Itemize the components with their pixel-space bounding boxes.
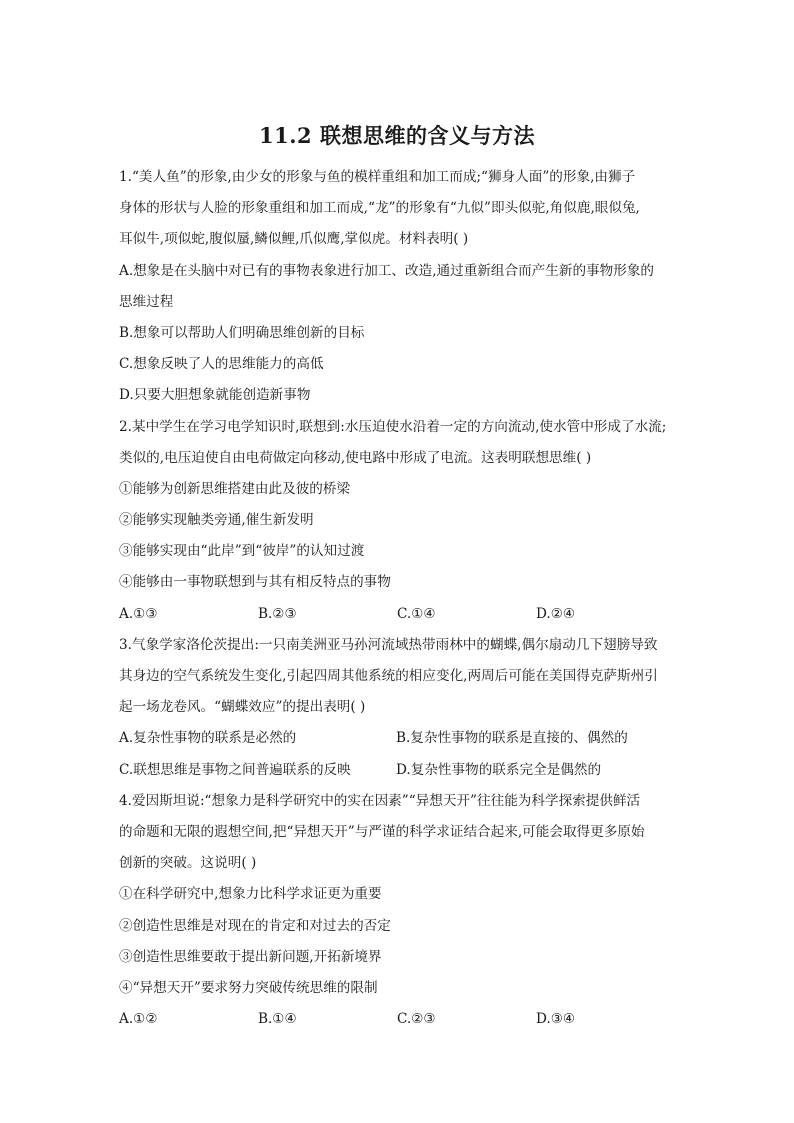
- statement-1: ①能够为创新思维搭建由此及彼的桥梁: [119, 480, 351, 497]
- page-title: 11.2 联想思维的含义与方法: [259, 123, 535, 148]
- option-b: B.想象可以帮助人们明确思维创新的目标: [119, 324, 365, 341]
- option-a: A.想象是在头脑中对已有的事物表象进行加工、改造,通过重新组合而产生新的事物形象的: [119, 262, 655, 279]
- choice-c: C.②③: [397, 1011, 436, 1028]
- choice-d: D.复杂性事物的联系完全是偶然的: [396, 761, 602, 778]
- question-stem-line: 身体的形状与人脸的形象重组和加工而成,“龙”的形象有“九似”即头似驼,角似鹿,眼似兔,: [119, 200, 640, 217]
- choice-b: B.复杂性事物的联系是直接的、偶然的: [396, 730, 628, 747]
- question-stem-line: 1.“美人鱼”的形象,由少女的形象与鱼的模样重组和加工而成;“狮身人面”的形象,由狮子: [119, 169, 636, 185]
- question-1: [119, 162, 684, 412]
- question-stem-line: 的命题和无限的遐想空间,把“异想天开”与严谨的科学求证结合起来,可能会取得更多原始: [119, 823, 645, 840]
- question-2: [119, 412, 684, 630]
- question-stem-line: 3.气象学家洛伦茨提出:一只南美洲亚马孙河流域热带雨林中的蝴蝶,偶尔扇动几下翅膀导致: [119, 636, 658, 653]
- choice-b: B.①④: [258, 1011, 297, 1028]
- choice-a: A.①②: [119, 1011, 158, 1028]
- question-list: [119, 162, 684, 1035]
- choice-c: C.①④: [397, 605, 436, 622]
- statement-3: ③能够实现由“此岸”到“彼岸”的认知过渡: [119, 543, 365, 560]
- option-a-continued: 思维过程: [119, 293, 174, 310]
- statement-2: ②能够实现触类旁通,催生新发明: [119, 512, 314, 529]
- choice-c: C.联想思维是事物之间普遍联系的反映: [119, 761, 351, 778]
- question-stem-line: 起一场龙卷风。“蝴蝶效应”的提出表明( ): [119, 699, 366, 716]
- choice-row: [119, 1004, 684, 1035]
- question-stem-line: 创新的突破。这说明( ): [119, 855, 257, 872]
- question-stem-line: 2.某中学生在学习电学知识时,联想到:水压迫使水沿着一定的方向流动,使水管中形成了水流;: [119, 418, 667, 435]
- question-stem-line: 类似的,电压迫使自由电荷做定向移动,使电路中形成了电流。这表明联想思维( ): [119, 449, 592, 466]
- choice-b: B.②③: [258, 605, 297, 622]
- choice-d: D.③④: [536, 1011, 576, 1028]
- question-stem-line: 其身边的空气系统发生变化,引起四周其他系统的相应变化,两周后可能在美国得克萨斯州引: [119, 668, 658, 684]
- question-stem-line: 4.爱因斯坦说:“想象力是科学研究中的实在因素”“异想天开”往往能为科学探索提供鲜活: [119, 792, 641, 809]
- statement-4: ④能够由一事物联想到与其有相反特点的事物: [119, 574, 391, 591]
- statement-4: ④“异想天开”要求努力突破传统思维的限制: [119, 979, 378, 996]
- choice-d: D.②④: [536, 605, 576, 622]
- statement-3: ③创造性思维要敢于提出新问题,开拓新境界: [119, 948, 382, 965]
- statement-1: ①在科学研究中,想象力比科学求证更为重要: [119, 886, 382, 903]
- question-3: [119, 630, 684, 786]
- choice-row: [119, 723, 684, 754]
- statement-2: ②创造性思维是对现在的肯定和对过去的否定: [119, 917, 391, 934]
- choice-a: A.复杂性事物的联系是必然的: [119, 730, 297, 747]
- choice-row: [119, 599, 684, 630]
- option-c: C.想象反映了人的思维能力的高低: [119, 356, 324, 373]
- option-d: D.只要大胆想象就能创造新事物: [119, 387, 311, 404]
- question-4: [119, 786, 684, 1036]
- choice-row: [119, 755, 684, 786]
- question-stem-line: 耳似牛,项似蛇,腹似蜃,鳞似鲤,爪似鹰,掌似虎。材料表明( ): [119, 231, 469, 248]
- choice-a: A.①③: [119, 605, 158, 622]
